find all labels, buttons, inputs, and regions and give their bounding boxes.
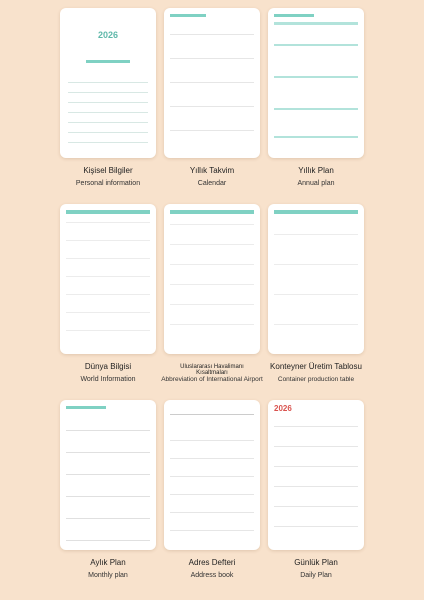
table-row xyxy=(170,224,254,225)
table-row xyxy=(170,304,254,305)
header-bar xyxy=(86,60,130,63)
entry-line xyxy=(274,426,358,427)
card-title: Yıllık Takvim xyxy=(189,166,235,175)
form-line xyxy=(68,102,148,103)
table-row xyxy=(274,264,358,265)
card-subtitle: World Information xyxy=(80,376,136,383)
table-band xyxy=(274,44,358,46)
header-bar xyxy=(274,210,358,214)
calendar-row xyxy=(170,106,254,107)
calendar-row xyxy=(66,496,150,497)
calendar-row xyxy=(170,34,254,35)
table-row xyxy=(170,244,254,245)
calendar-row xyxy=(66,540,150,541)
entry-line xyxy=(170,476,254,477)
entry-line xyxy=(274,486,358,487)
table-row xyxy=(274,294,358,295)
table-row xyxy=(66,294,150,295)
entry-line xyxy=(170,458,254,459)
column-header xyxy=(274,22,358,25)
card-title: Konteyner Üretim Tablosu xyxy=(270,362,362,371)
header-bar xyxy=(66,210,150,214)
card-subtitle: Abbreviation of International Airport xyxy=(161,376,263,383)
calendar-row xyxy=(170,58,254,59)
year-label: 2026 xyxy=(97,30,119,40)
table-row xyxy=(66,258,150,259)
entry-line xyxy=(274,466,358,467)
entry-line xyxy=(170,494,254,495)
page-preview xyxy=(60,400,156,550)
table-row xyxy=(170,324,254,325)
page-preview xyxy=(164,204,260,354)
calendar-row xyxy=(66,452,150,453)
calendar-row xyxy=(66,474,150,475)
calendar-row xyxy=(170,130,254,131)
page-preview xyxy=(268,8,364,158)
calendar-row xyxy=(66,430,150,431)
card-title: Kişisel Bilgiler xyxy=(83,166,133,175)
card-title: Aylık Plan xyxy=(90,558,126,567)
entry-line xyxy=(274,526,358,527)
page-preview xyxy=(60,204,156,354)
table-band xyxy=(274,136,358,138)
card-title: Uluslararası Havalimanı Kısaltmaları xyxy=(180,364,244,376)
page-preview xyxy=(164,8,260,158)
form-line xyxy=(68,142,148,143)
header-line xyxy=(170,414,254,415)
form-line xyxy=(68,122,148,123)
entry-line xyxy=(274,446,358,447)
card-subtitle: Container production table xyxy=(277,376,355,383)
card-subtitle: Calendar xyxy=(197,180,227,187)
entry-line xyxy=(170,512,254,513)
table-row xyxy=(66,222,150,223)
page-preview xyxy=(268,400,364,550)
page-preview xyxy=(60,8,156,158)
table-band xyxy=(274,76,358,78)
card-subtitle: Personal information xyxy=(75,180,141,187)
header-bar xyxy=(170,210,254,214)
entry-line xyxy=(274,506,358,507)
page-preview xyxy=(164,400,260,550)
form-line xyxy=(68,82,148,83)
table-row xyxy=(274,324,358,325)
card-title: Dünya Bilgisi xyxy=(84,362,132,371)
table-band xyxy=(274,108,358,110)
card-subtitle: Daily Plan xyxy=(300,572,332,579)
table-row xyxy=(170,264,254,265)
card-subtitle: Address book xyxy=(190,572,234,579)
calendar-row xyxy=(170,82,254,83)
form-line xyxy=(68,92,148,93)
table-row xyxy=(66,312,150,313)
table-row xyxy=(66,330,150,331)
table-row xyxy=(66,240,150,241)
card-subtitle: Monthly plan xyxy=(88,572,128,579)
calendar-row xyxy=(66,518,150,519)
table-row xyxy=(170,284,254,285)
form-line xyxy=(68,132,148,133)
card-title: Yıllık Plan xyxy=(298,166,334,175)
entry-line xyxy=(170,440,254,441)
year-label: 2026 xyxy=(274,404,292,413)
header-bar xyxy=(170,14,206,17)
card-title: Adres Defteri xyxy=(188,558,236,567)
header-bar xyxy=(274,14,314,17)
card-title: Günlük Plan xyxy=(294,558,338,567)
table-row xyxy=(274,234,358,235)
card-subtitle: Annual plan xyxy=(297,180,335,187)
header-bar xyxy=(66,406,106,409)
form-line xyxy=(68,112,148,113)
table-row xyxy=(66,276,150,277)
entry-line xyxy=(170,530,254,531)
page-preview xyxy=(268,204,364,354)
